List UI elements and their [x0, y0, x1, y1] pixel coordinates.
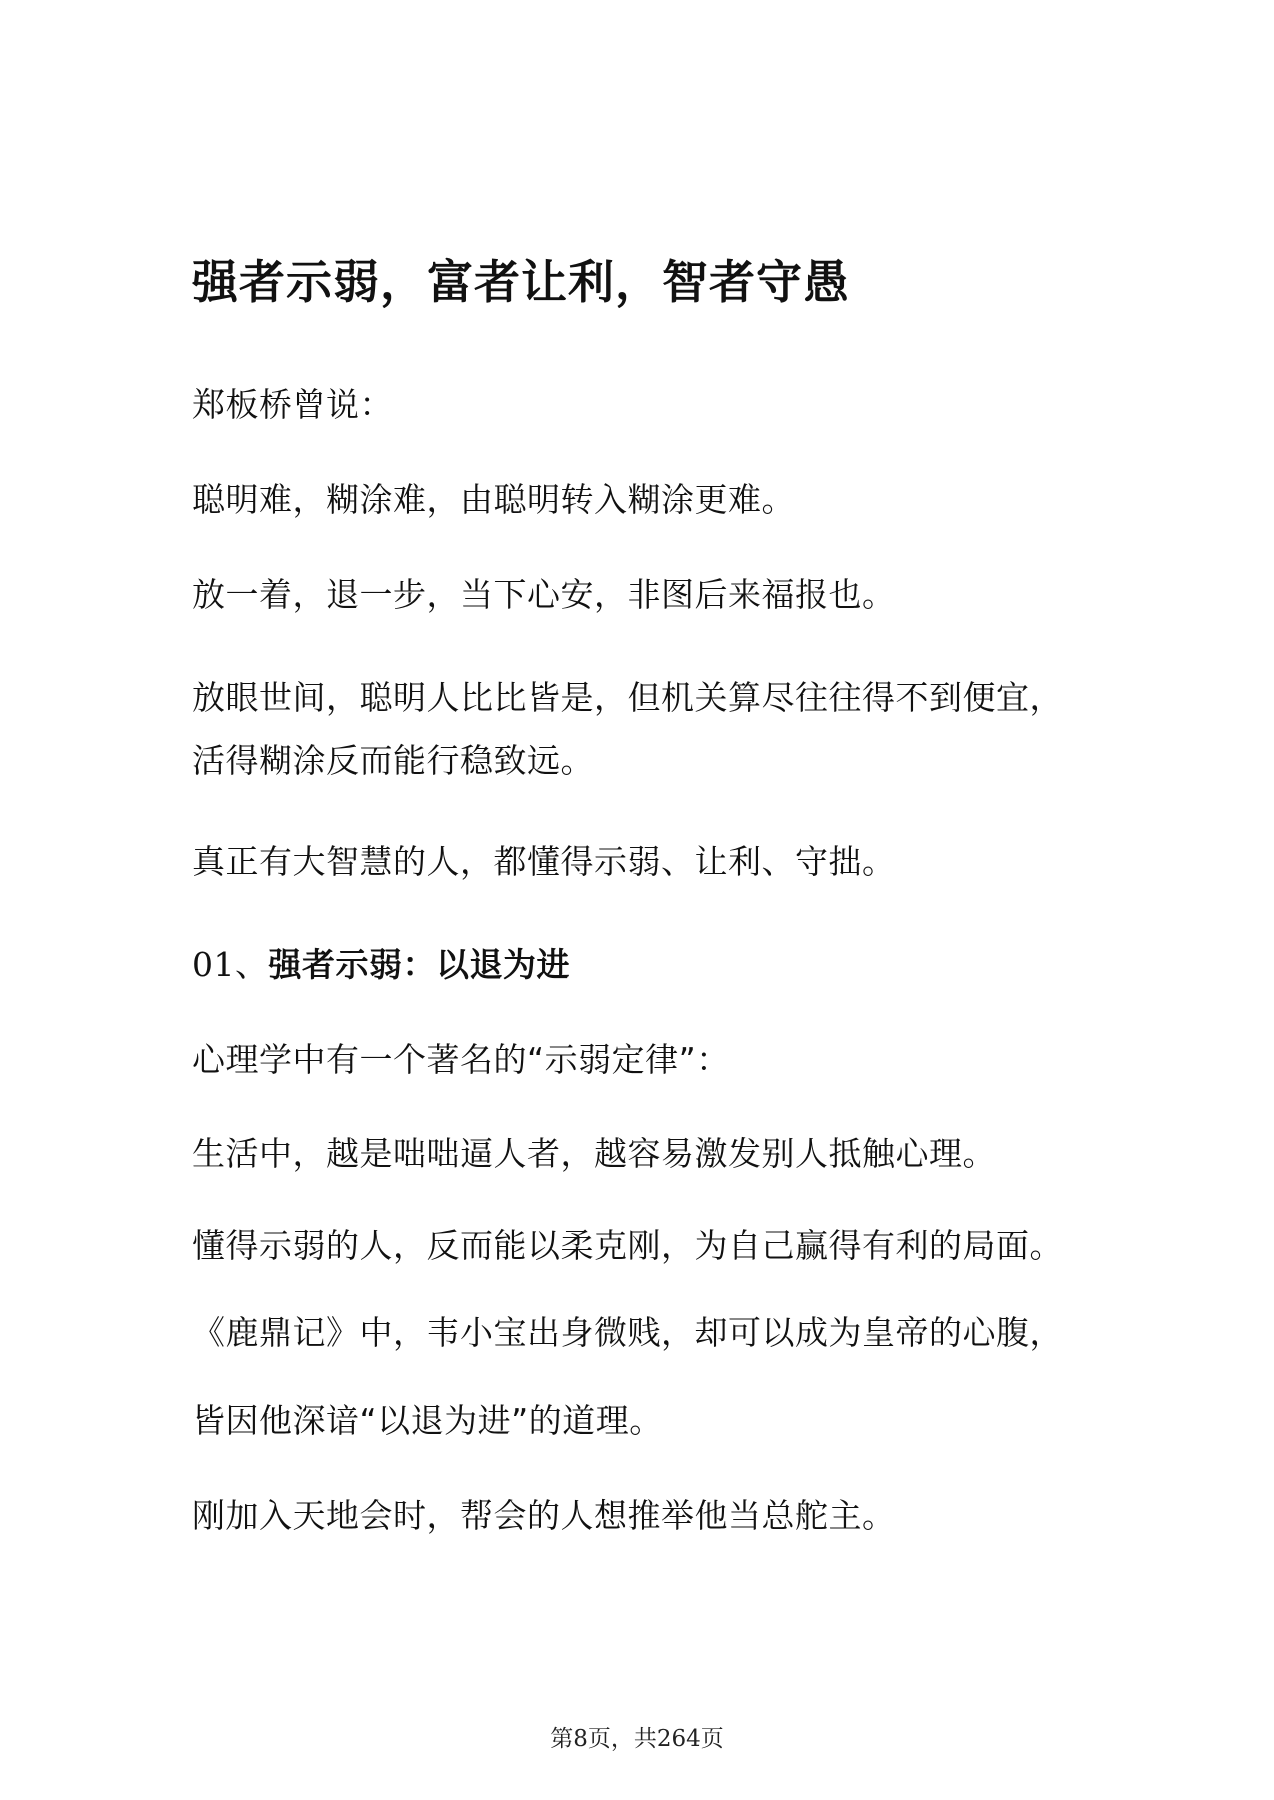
- paragraph-intro: 郑板桥曾说：: [192, 385, 393, 424]
- paragraph-ludingji-line-2: 皆因他深谙“以退为进”的道理。: [192, 1401, 663, 1440]
- paragraph-wisdom: 真正有大智慧的人，都懂得示弱、让利、守拙。: [192, 842, 896, 881]
- page-number-footer: 第8页，共264页: [550, 1726, 724, 1752]
- paragraph-quote-1: 聪明难，糊涂难，由聪明转入糊涂更难。: [192, 480, 795, 519]
- paragraph-show-weakness: 懂得示弱的人，反而能以柔克刚，为自己赢得有利的局面。: [192, 1226, 1063, 1265]
- section-heading-text: 强者示弱：以退为进: [268, 945, 570, 984]
- section-heading: [192, 940, 570, 990]
- section-heading-number: 01、: [192, 945, 269, 984]
- paragraph-ludingji-line-1: 《鹿鼎记》中，韦小宝出身微贱，却可以成为皇帝的心腹，: [192, 1313, 1063, 1352]
- paragraph-life: 生活中，越是咄咄逼人者，越容易激发别人抵触心理。: [192, 1134, 996, 1173]
- paragraph-observation-line-2: 活得糊涂反而能行稳致远。: [192, 741, 594, 780]
- paragraph-observation-line-1: 放眼世间，聪明人比比皆是，但机关算尽往往得不到便宜，: [192, 678, 1063, 717]
- page-title: 强者示弱，富者让利，智者守愚: [192, 255, 850, 309]
- paragraph-quote-2: 放一着，退一步，当下心安，非图后来福报也。: [192, 575, 896, 614]
- paragraph-psychology: 心理学中有一个著名的“示弱定律”：: [192, 1040, 730, 1079]
- paragraph-tiandihui: 刚加入天地会时，帮会的人想推举他当总舵主。: [192, 1496, 896, 1535]
